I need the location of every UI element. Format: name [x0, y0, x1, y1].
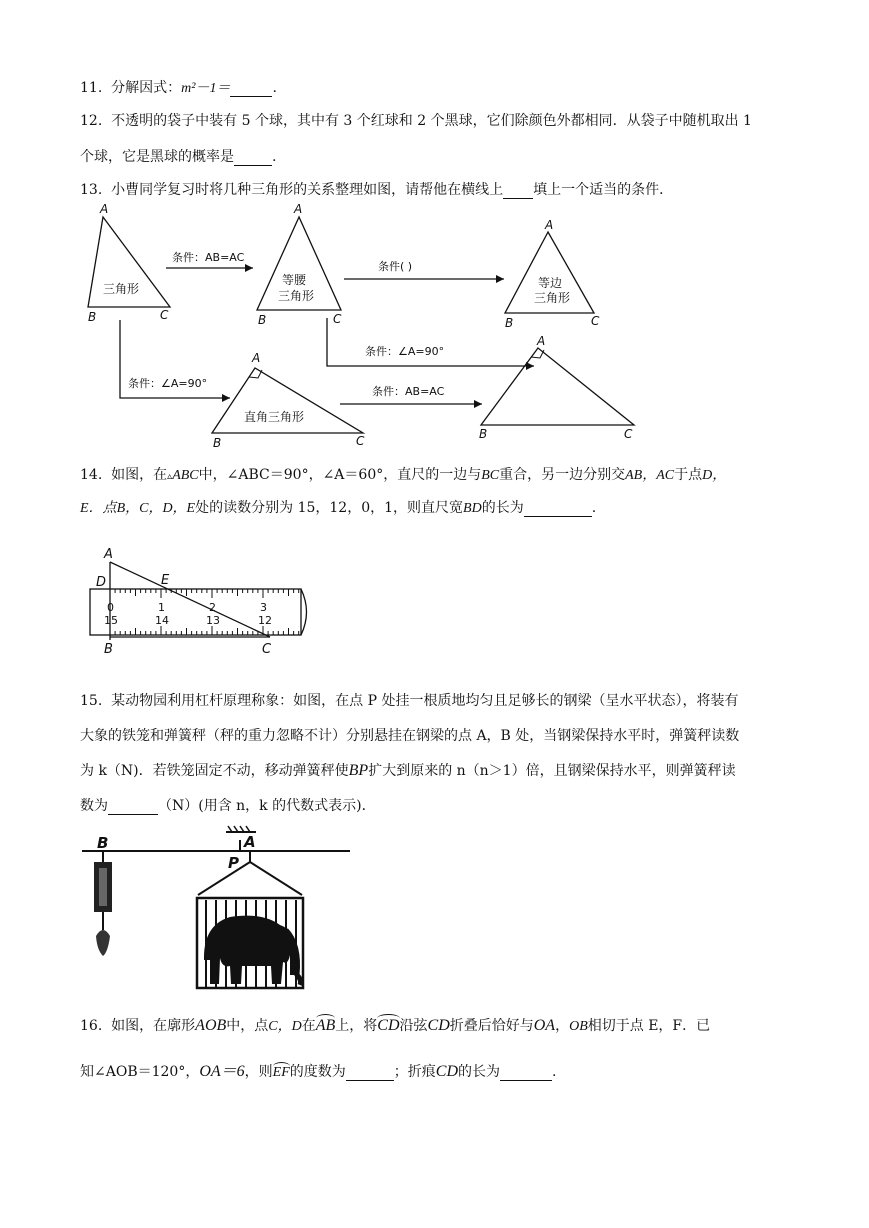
tick-label: 2 — [209, 601, 216, 614]
vertex-label: B — [88, 310, 97, 324]
triangle-label: 三角形 — [534, 291, 571, 305]
arc-ab: AB — [315, 1017, 336, 1034]
weight — [96, 930, 110, 956]
tick-label: 12 — [258, 614, 272, 627]
answer-blank[interactable] — [346, 1066, 394, 1081]
vertex-label: B — [505, 316, 514, 330]
question-12-line2: 个球，它是黑球的概率是 . — [80, 149, 277, 165]
arc-ef: EF — [272, 1065, 290, 1080]
point-label: E — [161, 573, 170, 588]
question-11: 11. 分解因式：m²－1＝ . — [80, 80, 277, 96]
tick-label: 3 — [260, 601, 267, 614]
vertex-label: A — [100, 202, 109, 216]
question-12: 12. 不透明的袋子中装有 5 个球，其中有 3 个红球和 2 个黑球，它们除颜色外都相同．从袋子中随机取出 1 — [80, 113, 752, 129]
arrow-condition: 条件：AB=AC — [172, 251, 245, 264]
answer-blank[interactable] — [524, 502, 592, 517]
question-16-line2: 知∠AOB＝120°，OA＝6，则EF的度数为 ；折痕CD的长为 . — [80, 1063, 557, 1080]
triangle-label: 等边 — [538, 276, 563, 290]
vertex-label: C — [624, 427, 633, 441]
question-15-line4: 数为 （N）(用含 n，k 的代数式表示)． — [80, 798, 376, 814]
tick-label: 13 — [206, 614, 220, 627]
question-14-line2: E．点B，C，D，E处的读数分别为 15，12，0，1，则直尺宽BD的长为 . — [80, 500, 597, 516]
vertex-label: A — [537, 334, 546, 348]
tick-label: 1 — [158, 601, 165, 614]
arrow-condition: 条件：∠A=90° — [128, 377, 208, 390]
arrow-condition: 条件：∠A=90° — [365, 345, 445, 358]
point-label: B — [104, 642, 113, 657]
point-label: D — [96, 575, 107, 590]
vertex-label: A — [545, 218, 554, 232]
triangle-label: 直角三角形 — [244, 410, 305, 424]
triangle-label: 等腰 — [282, 273, 307, 287]
question-number: 11. — [80, 80, 103, 96]
question-13: 13. 小曹同学复习时将几种三角形的关系整理如图，请帮他在横线上 填上一个适当的条件． — [80, 182, 674, 198]
expression: m²－1＝ — [181, 81, 231, 96]
answer-blank[interactable] — [108, 800, 158, 815]
vertex-label: B — [213, 436, 222, 450]
vertex-label: B — [479, 427, 488, 441]
question-16: 16. 如图，在廓形AOB中，点C，D在AB上，将CD沿弦CD折叠后恰好与OA，OB相切于点 E，F．已 — [80, 1017, 711, 1034]
triangle-general — [88, 217, 170, 307]
vertex-label: C — [333, 312, 342, 326]
point-label: C — [262, 642, 272, 657]
vertex-label: B — [258, 313, 267, 327]
vertex-label: C — [160, 308, 169, 322]
point-label: P — [228, 854, 239, 872]
answer-blank[interactable] — [500, 1066, 552, 1081]
elephant — [204, 916, 298, 984]
triangle-label: 三角形 — [278, 289, 315, 303]
tick-label: 14 — [155, 614, 169, 627]
point-label: B — [97, 834, 109, 852]
point-label: A — [104, 547, 113, 562]
tick-label: 0 — [107, 601, 114, 614]
ruler — [90, 589, 301, 635]
point-label: A — [244, 833, 256, 851]
question-15-line3: 为 k（N)．若铁笼固定不动，移动弹簧秤使BP扩大到原来的 n（n＞1）倍，且钢梁保持水平，则弹簧秤读 — [80, 762, 736, 779]
vertex-label: C — [356, 434, 365, 448]
spring-scale — [94, 862, 112, 912]
triangle-equilateral — [505, 232, 594, 313]
vertex-label: A — [252, 351, 261, 365]
answer-blank[interactable] — [230, 82, 272, 97]
triangle-right — [212, 368, 363, 433]
arrow-condition: 条件( ) — [378, 260, 413, 273]
vertex-label: C — [591, 314, 600, 328]
triangle-label: 三角形 — [103, 282, 140, 296]
iron-cage — [197, 898, 303, 988]
arrow-condition: 条件：AB=AC — [372, 385, 445, 398]
question-15-line2: 大象的铁笼和弹簧秤（秤的重力忽略不计）分别悬挂在钢梁的点 A，B 处，当钢梁保持水平时，弹簧秤读数 — [80, 728, 740, 744]
triangle-isosceles-right — [481, 348, 634, 425]
question-14: 14. 如图，在▵ABC中，∠ABC＝90°，∠A＝60°，直尺的一边与BC重合，另一边分别交AB，AC于点D， — [80, 467, 727, 483]
arc-cd: CD — [377, 1017, 400, 1034]
triangle-isosceles — [257, 217, 341, 310]
vertex-label: A — [294, 202, 303, 216]
answer-blank[interactable] — [503, 184, 533, 199]
answer-blank[interactable] — [234, 151, 272, 166]
question-15: 15. 某动物园利用杠杆原理称象：如图，在点 P 处挂一根质地均匀且足够长的钢梁（呈水平状态），将装有 — [80, 693, 739, 709]
tick-label: 15 — [104, 614, 118, 627]
